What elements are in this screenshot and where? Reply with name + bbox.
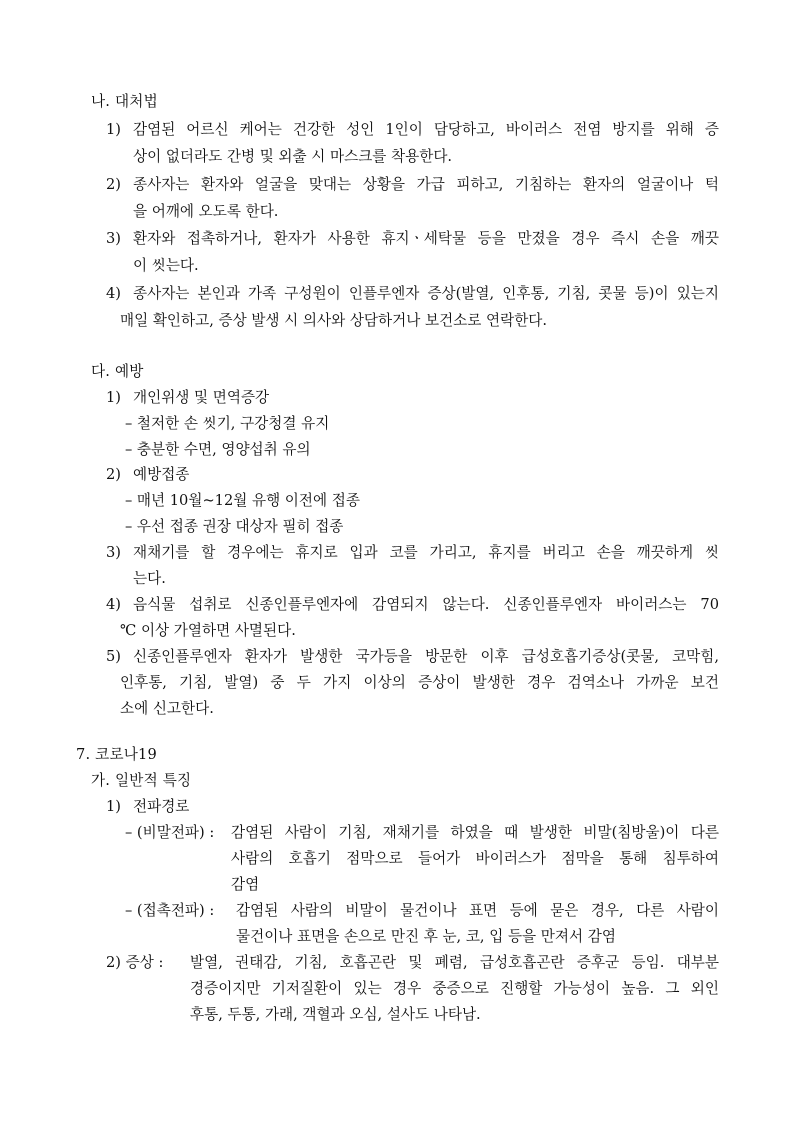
symptoms-line: 후통, 두통, 가래, 객혈과 오심, 설사도 나타남.	[190, 1006, 481, 1023]
list-number: 4)	[106, 596, 121, 613]
list-item-line: 상이 없더라도 간병 및 외출 시 마스크를 착용한다.	[133, 148, 453, 165]
list-item-line: 매일 확인하고, 증상 발생 시 의사와 상담하거나 보건소로 연락한다.	[120, 312, 548, 329]
list-item-line: 예방접종	[133, 466, 190, 483]
sub-item-line: – 철저한 손 씻기, 구강청결 유지	[125, 415, 330, 432]
list-item-line: 을 어깨에 오도록 한다.	[133, 203, 279, 220]
section-heading-prevention: 다. 예방	[91, 363, 144, 380]
list-item-line: ℃ 이상 가열하면 사멸된다.	[120, 622, 296, 639]
list-item-line: 이 씻는다.	[133, 257, 199, 274]
list-item-line: 인후통, 기침, 발열) 중 두 가지 이상의 증상이 발생한 경우 검역소나 가까운 보건	[120, 674, 719, 691]
list-item-line: 소에 신고한다.	[120, 700, 214, 717]
list-item-line: 신종인플루엔자 환자가 발생한 국가등을 방문한 이후 급성호흡기증상(콧물, 코막힘,	[133, 648, 719, 665]
list-item-line: 는다.	[133, 570, 166, 587]
list-item-line: 종사자는 환자와 얼굴을 맞대는 상황을 가급 피하고, 기침하는 환자의 얼굴이나 턱	[133, 176, 719, 193]
list-number: 1)	[106, 798, 121, 815]
contact-transmission-line: 감염된 사람의 비말이 물건이나 표면 등에 묻은 경우, 다른 사람이	[236, 902, 719, 919]
list-item-line: 환자와 접촉하거나, 환자가 사용한 휴지ㆍ세탁물 등을 만졌을 경우 즉시 손을 깨끗	[133, 230, 719, 247]
section-heading-general-features: 가. 일반적 특징	[91, 772, 192, 789]
symptoms-label: 2) 증상 :	[106, 954, 164, 971]
list-item-line: 감염된 어르신 케어는 건강한 성인 1인이 담당하고, 바이러스 전염 방지를 위해 증	[133, 121, 719, 138]
list-item-line: 개인위생 및 면역증강	[133, 389, 270, 406]
list-number: 4)	[106, 285, 121, 302]
droplet-transmission-label: – (비말전파) :	[125, 824, 215, 841]
contact-transmission-line: 물건이나 표면을 손으로 만진 후 눈, 코, 입 등을 만져서 감염	[236, 928, 616, 945]
droplet-transmission-line: 감염	[231, 876, 260, 893]
sub-item-line: – 충분한 수면, 영양섭취 유의	[125, 441, 311, 458]
list-number: 2)	[106, 466, 121, 483]
symptoms-line: 경증이지만 기저질환이 있는 경우 중증으로 진행할 가능성이 높음. 그 외인	[190, 980, 719, 997]
list-number: 3)	[106, 230, 121, 247]
list-number: 1)	[106, 121, 121, 138]
droplet-transmission-line: 감염된 사람이 기침, 재채기를 하였을 때 발생한 비말(침방울)이 다른	[231, 824, 719, 841]
droplet-transmission-line: 사람의 호흡기 점막으로 들어가 바이러스가 점막을 통해 침투하여	[231, 850, 719, 867]
sub-item-line: – 매년 10월~12월 유행 이전에 접종	[125, 492, 360, 509]
list-number: 2)	[106, 176, 121, 193]
list-item-line: 음식물 섭취로 신종인플루엔자에 감염되지 않는다. 신종인플루엔자 바이러스는 70	[133, 596, 719, 613]
list-item-line: 재채기를 할 경우에는 휴지로 입과 코를 가리고, 휴지를 버리고 손을 깨끗하게 씻	[133, 544, 719, 561]
section-heading-response: 나. 대처법	[91, 93, 158, 110]
chapter-heading-covid19: 7. 코로나19	[76, 746, 158, 763]
list-number: 3)	[106, 544, 121, 561]
sub-item-line: – 우선 접종 권장 대상자 필히 접종	[125, 518, 344, 535]
list-number: 5)	[106, 648, 121, 665]
symptoms-line: 발열, 권태감, 기침, 호흡곤란 및 폐렴, 급성호흡곤란 증후군 등임. 대부분	[190, 954, 719, 971]
contact-transmission-label: – (접촉전파) :	[125, 902, 215, 919]
list-number: 1)	[106, 389, 121, 406]
list-item-line: 종사자는 본인과 가족 구성원이 인플루엔자 증상(발열, 인후통, 기침, 콧물 등)이 있는지	[133, 285, 719, 302]
list-item-line: 전파경로	[133, 798, 190, 815]
